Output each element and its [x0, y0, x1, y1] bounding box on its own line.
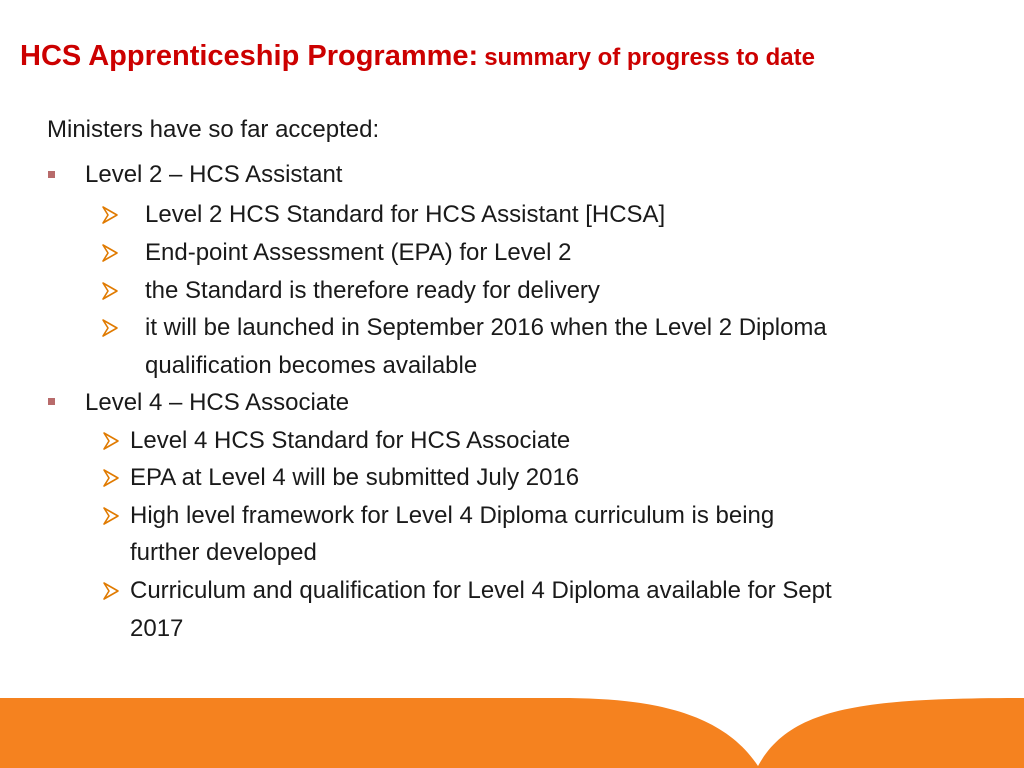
- slide-title: [20, 40, 815, 73]
- level2-item: Level 2 HCS Standard for HCS Assistant [HCSA]: [145, 201, 666, 228]
- arrow-bullet-icon: [100, 281, 120, 301]
- level4-item: High level framework for Level 4 Diploma curriculum is being: [130, 502, 775, 529]
- arrow-bullet-icon: [101, 506, 121, 526]
- footer-band: [0, 698, 1024, 768]
- level2-heading: Level 2 – HCS Assistant: [85, 161, 343, 188]
- level4-item-continuation: further developed: [130, 539, 317, 566]
- arrow-bullet-icon: [101, 468, 121, 488]
- level2-item-continuation: qualification becomes available: [145, 352, 478, 379]
- arrow-bullet-icon: [101, 431, 121, 451]
- level4-item-continuation: 2017: [130, 615, 184, 642]
- title-main: HCS Apprenticeship Programme:: [20, 40, 479, 72]
- level2-item: it will be launched in September 2016 when the Level 2 Diploma: [145, 314, 827, 341]
- level4-item: EPA at Level 4 will be submitted July 2016: [130, 464, 580, 491]
- intro-text: Ministers have so far accepted:: [47, 116, 380, 143]
- square-bullet-icon: [48, 398, 55, 405]
- arrow-bullet-icon: [100, 318, 120, 338]
- title-subtitle: summary of progress to date: [484, 44, 815, 71]
- level4-item: Curriculum and qualification for Level 4 Diploma available for Sept: [130, 577, 832, 604]
- arrow-bullet-icon: [100, 205, 120, 225]
- arrow-bullet-icon: [101, 581, 121, 601]
- arrow-bullet-icon: [100, 243, 120, 263]
- square-bullet-icon: [48, 171, 55, 178]
- level2-item: End-point Assessment (EPA) for Level 2: [145, 239, 572, 266]
- level2-item: the Standard is therefore ready for delivery: [145, 277, 600, 304]
- level4-heading: Level 4 – HCS Associate: [85, 389, 350, 416]
- level4-item: Level 4 HCS Standard for HCS Associate: [130, 427, 571, 454]
